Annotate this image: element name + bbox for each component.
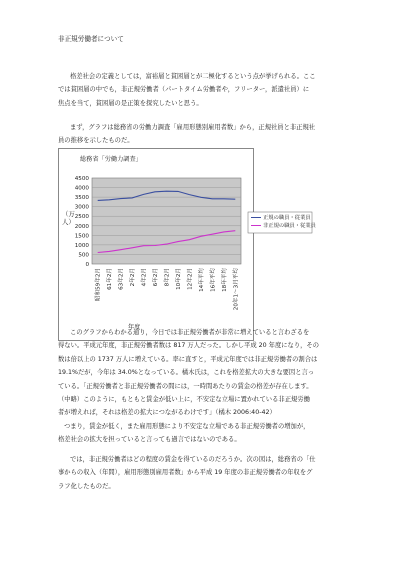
y-tick-label: 1000 xyxy=(74,242,89,249)
y-tick-label: 2500 xyxy=(74,214,89,221)
text-line: （中略）このように，もともと賃金が低い上に，不安定な立場に置かれている非正規労働 xyxy=(58,396,310,404)
text-line: 格差社会の定義としては，富裕層と貧困層とが二極化するという点が挙げられる。ここ xyxy=(70,73,316,80)
y-tick-label: 4000 xyxy=(74,185,89,192)
x-tick-label: 61年2月 xyxy=(107,268,114,290)
legend-label: 正規の職員・従業員 xyxy=(263,215,311,221)
chart-title: 総務省「労働力調査」 xyxy=(80,156,142,163)
x-tick-label: 2年2月 xyxy=(130,268,137,287)
text-line: 事からの収入（年間），雇用形態別雇用者数」から平成 19 年度の非正規労働者の年収をグ xyxy=(58,469,313,477)
text-line: 19.1%だが，今年は 34.0%となっている。橘木氏は，これを格差拡大の大きな要因と言っ xyxy=(58,369,315,377)
text-line: ラフ化したものだ。 xyxy=(58,482,115,490)
x-tick-label: 10年2月 xyxy=(175,268,182,290)
text-line: 格差社会の拡大を担っていると言っても過言ではないのである。 xyxy=(58,436,241,444)
text-line: まず，グラフは総務省の労働力調査「雇用形態別雇用者数」から，正規社員と非正規社 xyxy=(70,124,316,131)
x-tick-label: 18年平均 xyxy=(221,268,228,292)
text-line: このグラフからわかる通り，今日では非正規労働者が非常に増えていると言わざるを xyxy=(70,329,310,336)
text-line: 焦点を当て，貧困層の是正策を探究したいと思う。 xyxy=(58,99,203,107)
page-title: 非正規労働者について xyxy=(58,35,124,43)
x-tick-label: 8年2月 xyxy=(164,268,171,287)
y-tick-label: 4500 xyxy=(74,176,89,182)
x-tick-label: 昭和59年2月 xyxy=(95,268,102,302)
y-tick-label: 3000 xyxy=(74,204,89,211)
x-tick-label: 4年2月 xyxy=(141,268,148,287)
x-axis-label: 年度 xyxy=(128,324,141,331)
paragraph-analysis xyxy=(58,326,356,447)
x-tick-label: 16年平均 xyxy=(210,268,217,292)
y-tick-label: 3500 xyxy=(74,195,89,202)
x-tick-label: 20年1～3月平均 xyxy=(233,268,240,311)
x-tick-label: 12年2月 xyxy=(187,268,194,290)
text-line: 員の推移を示したものだ。 xyxy=(58,137,134,145)
legend-label: 非正規の職員・従業員 xyxy=(263,223,316,229)
y-tick-label: 500 xyxy=(78,252,89,259)
paragraph-wage xyxy=(58,453,356,493)
y-axis-label: （万人） xyxy=(62,210,75,226)
text-line: ている。「正規労働者と非正規労働者の間には，一時間あたりの賃金の格差が存在します。 xyxy=(58,382,313,390)
text-line: 数は倍以上の 1737 万人に増えている。率に直すと，平成元年度では非正規労働者の割合は xyxy=(58,355,318,363)
text-line: 者が増えれば，それは格差の拡大につながるわけです」（橘木 2006:40-42） xyxy=(58,409,276,417)
text-line: では，非正規労働者はどの程度の賃金を得ているのだろうか。次の図は，総務省の「仕 xyxy=(70,456,316,463)
x-tick-label: 6年2月 xyxy=(153,268,160,287)
x-tick-label: 14年平均 xyxy=(198,268,205,292)
text-line: つまり，賃金が低く，また雇用形態により不安定な立場である非正規労働者の増加が， xyxy=(64,422,310,430)
y-tick-label: 0 xyxy=(85,262,89,268)
y-tick-label: 2000 xyxy=(74,223,89,230)
x-tick-label: 63年2月 xyxy=(118,268,125,290)
text-line: 得ない。平成元年度，非正規労働者数は 817 万人だった。しかし平成 20 年度になり，その xyxy=(58,342,320,350)
text-line: では貧困層の中でも，非正規労働者（パートタイム労働者や，フリーター，派遣社員）に xyxy=(58,86,310,94)
y-tick-label: 1500 xyxy=(74,233,89,240)
